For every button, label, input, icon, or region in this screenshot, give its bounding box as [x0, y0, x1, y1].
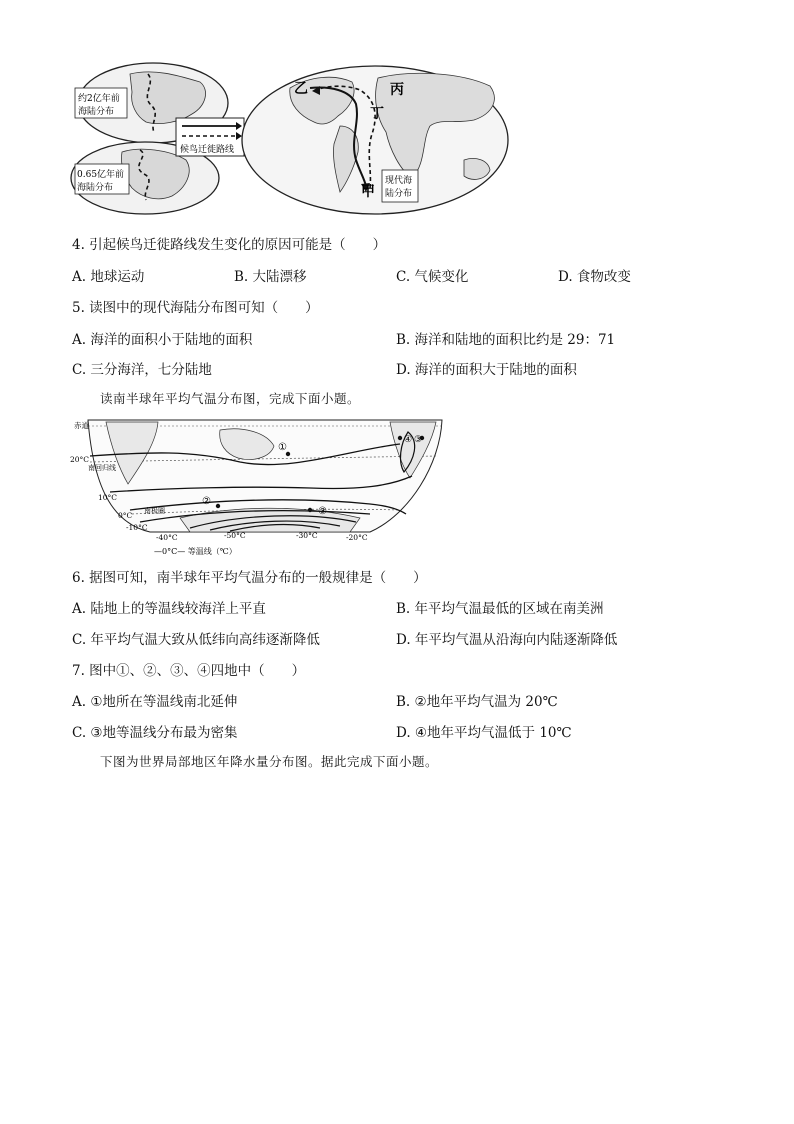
label-modern-line1: 现代海 [385, 176, 413, 186]
label-10c: 10°C [98, 493, 118, 502]
label-antarctic-circle: 南极圈 [144, 507, 165, 515]
label-equator: 赤道 [74, 421, 89, 430]
q5-option-a: A. 海洋的面积小于陆地的面积 [72, 332, 253, 348]
section-intro-precipitation: 下图为世界局部地区年降水量分布图。据此完成下面小题。 [100, 754, 439, 769]
place-yi: 乙 [294, 81, 308, 97]
q6-option-b: B. 年平均气温最低的区域在南美洲 [396, 601, 604, 617]
place-ding: 丁 [370, 106, 384, 122]
legend-label: 候鸟迁徙路线 [180, 145, 235, 155]
label-20c: 20°C [70, 455, 90, 464]
label-065yi-line2: 海陆分布 [77, 183, 114, 193]
q6-stem: 6. 据图可知，南半球年平均气温分布的一般规律是（ ） [72, 570, 427, 586]
q4-option-c: C. 气候变化 [396, 269, 469, 285]
q5-stem: 5. 读图中的现代海陆分布图可知（ ） [72, 300, 319, 316]
q7-option-d: D. ④地年平均气温低于 10℃ [396, 725, 572, 741]
q7-stem: 7. 图中①、②、③、④四地中（ ） [72, 663, 306, 679]
q7-option-a: A. ①地所在等温线南北延伸 [72, 694, 238, 710]
label-2yi-line2: 海陆分布 [78, 107, 115, 117]
label-0c: 0°C [118, 511, 133, 520]
q4-option-a: A. 地球运动 [72, 269, 145, 285]
label-minus20c: -20°C [346, 533, 368, 542]
label-minus40c: -40°C [156, 533, 178, 542]
label-tropic: 南回归线 [88, 464, 116, 472]
label-065yi-line1: 0.65亿年前 [77, 170, 125, 180]
label-modern-line2: 陆分布 [385, 189, 413, 199]
marker-3: ③ [318, 506, 327, 517]
label-minus30c: -30°C [296, 531, 318, 540]
isotherm-legend: —0°C— 等温线（℃） [154, 547, 237, 556]
q6-option-d: D. 年平均气温从沿海向内陆逐渐降低 [396, 632, 618, 648]
q5-option-d: D. 海洋的面积大于陆地的面积 [396, 362, 577, 378]
bird-migration-figure [60, 60, 510, 220]
marker-3-south-america: ③ [414, 435, 423, 445]
place-jia: 甲 [361, 184, 375, 200]
q5-option-b: B. 海洋和陆地的面积比约是 29：71 [396, 332, 616, 348]
q5-option-c: C. 三分海洋，七分陆地 [72, 362, 212, 378]
place-bing: 丙 [390, 82, 404, 98]
q6-option-a: A. 陆地上的等温线较海洋上平直 [72, 601, 266, 617]
q6-option-c: C. 年平均气温大致从低纬向高纬逐渐降低 [72, 632, 320, 648]
q4-option-b: B. 大陆漂移 [234, 269, 307, 285]
section-intro-temperature: 读南半球年平均气温分布图，完成下面小题。 [100, 391, 361, 406]
label-minus50c: -50°C [224, 531, 246, 540]
q4-option-d: D. 食物改变 [558, 269, 631, 285]
label-2yi-line1: 约2亿年前 [78, 94, 120, 104]
label-minus10c: -10°C [126, 523, 148, 532]
marker-1: ① [278, 442, 287, 453]
marker-2: ② [202, 496, 211, 507]
marker-4: ④ [404, 435, 413, 445]
q4-stem: 4. 引起候鸟迁徙路线发生变化的原因可能是（ ） [72, 237, 387, 253]
q7-option-b: B. ②地年平均气温为 20℃ [396, 694, 558, 710]
q7-option-c: C. ③地等温线分布最为密集 [72, 725, 238, 741]
southern-hemisphere-temperature-map [70, 414, 446, 560]
